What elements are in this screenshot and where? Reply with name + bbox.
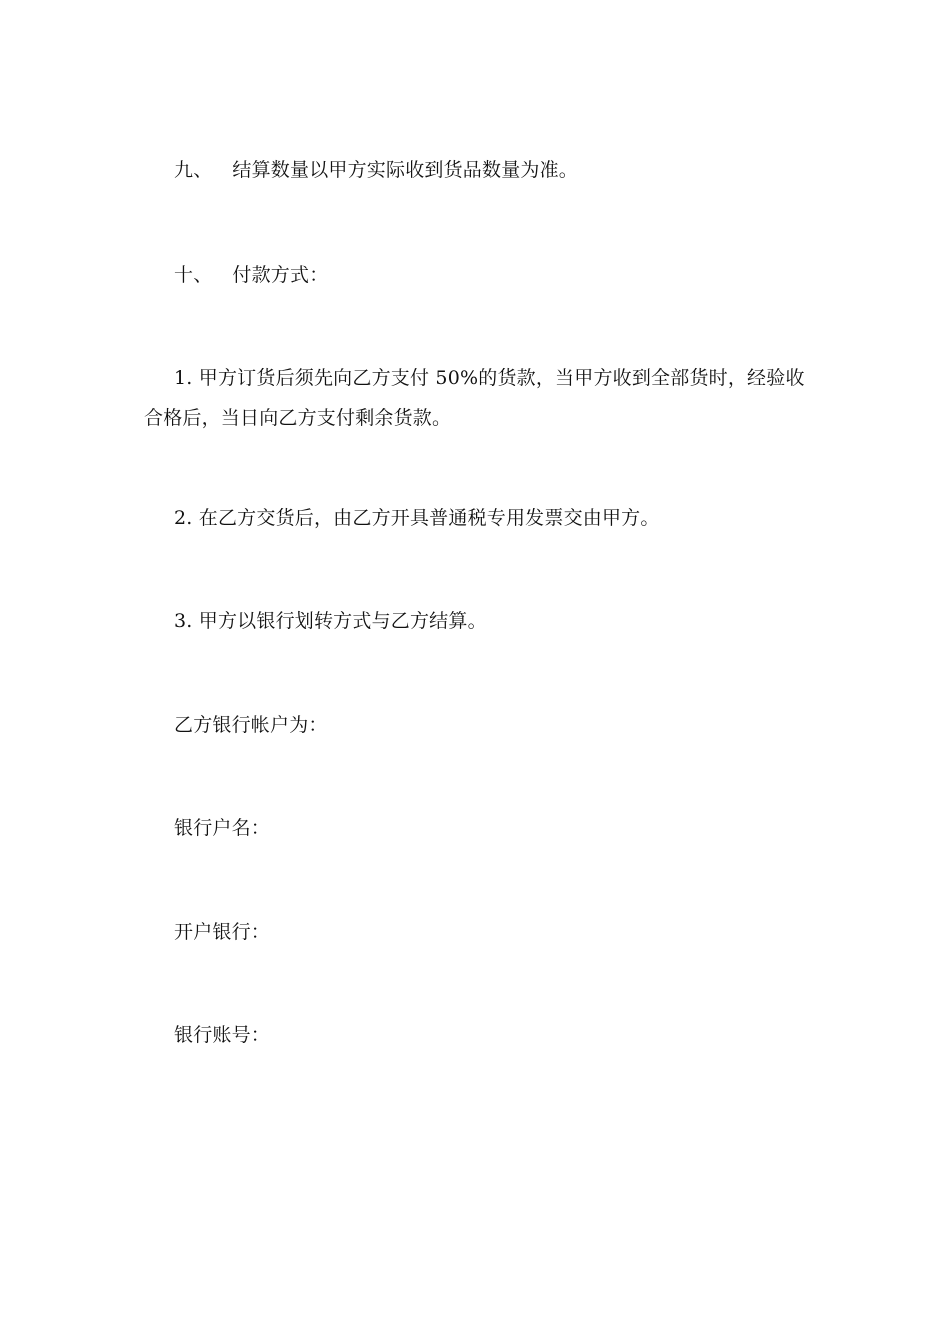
- clause-9-number: 九、: [174, 159, 213, 181]
- payment-term-3: 3. 甲方以银行划转方式与乙方结算。: [174, 610, 487, 632]
- payment-term-1: [144, 358, 804, 438]
- bank-name-label: 开户银行：: [174, 921, 271, 943]
- clause-10: [174, 255, 328, 295]
- clause-9: [174, 150, 578, 190]
- clause-9-text: 结算数量以甲方实际收到货品数量为准。: [232, 159, 579, 181]
- bank-account-number-label: 银行账号：: [174, 1024, 271, 1046]
- bank-account-name-label: 银行户名：: [174, 817, 271, 839]
- bank-account-heading: 乙方银行帐户为：: [174, 714, 328, 736]
- clause-10-text: 付款方式：: [232, 264, 329, 286]
- payment-term-1-line2: 合格后，当日向乙方支付剩余货款。: [144, 407, 452, 429]
- payment-term-2: 2. 在乙方交货后，由乙方开具普通税专用发票交由甲方。: [174, 507, 660, 529]
- payment-term-1-line1: 1. 甲方订货后须先向乙方支付 50%的货款，当甲方收到全部货时，经验收: [174, 367, 805, 389]
- clause-10-number: 十、: [174, 264, 213, 286]
